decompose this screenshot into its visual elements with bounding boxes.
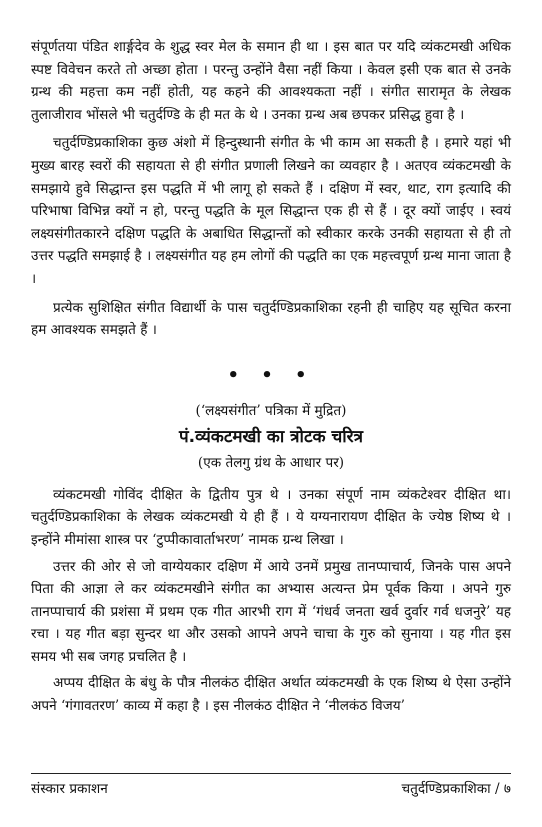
body-paragraph-1: संपूर्णतया पंडित शार्ङ्गदेव के शुद्ध स्वर मेल के समान ही था । इस बात पर यदि व्यंकटमखी अधिक स्पष्ट विवेचन करते तो अच्छा होता । परन्तु उन्होंने वैसा नहीं किया । केवल इसी एक बात से उनके ग्रन्थ की महत्ता कम नहीं होती, यह कहने की आवश्यकता नहीं । संगीत सारामृत के लेखक तुलाजीराव भोंसले भी चतुर्दण्डि के ही मत के थे । उनका ग्रन्थ अब छपकर प्रसिद्ध हुवा है । <box>31 39 511 123</box>
section-source-note: (‘लक्ष्यसंगीत’ पत्रिका में मुद्रित) <box>195 402 347 419</box>
body-paragraph-2: चतुर्दण्डिप्रकाशिका कुछ अंशो में हिन्दुस्थानी संगीत के भी काम आ सकती है । हमारे यहां भी मुख्य बारह स्वरों की सहायता से ही संगीत प्रणाली लिखने का व्यवहार है । अतएव व्यंकटमखी के समझाये हुवे सिद्धान्त इस पद्धति में भी लागू हो सकते हैं । दक्षिण में स्वर, थाट, राग इत्यादि की परिभाषा विभिन्न क्यों न हो, परन्तु पद्धति के मूल सिद्धान्त एक ही से हैं । दूर क्यों जाईए । स्वयं लक्ष्यसंगीतकारने दक्षिण पद्धति के अबाधित सिद्धान्तों को स्वीकार करके उनकी सहायता से ही तो उत्तर पद्धति समझाई है । लक्ष्यसंगीत यह हम लोगों की पद्धति का एक महत्त्वपूर्ण ग्रन्थ माना जाता है । <box>31 135 511 287</box>
section-title: पं.व्यंकटमखी का त्रोटक चरित्र <box>178 426 364 447</box>
section-separator: • • • <box>227 364 315 386</box>
section-paragraph-3: अप्पय दीक्षित के बंधु के पौत्र नीलकंठ दीक्षित अर्थात व्यंकटमखी के एक शिष्य थे ऐसा उन्होंने अपने ‘गंगावतरण’ काव्य में कहा है । इस नीलकंठ दीक्षित ने ‘नीलकंठ विजय’ <box>31 675 511 715</box>
body-paragraph-3: प्रत्येक सुशिक्षित संगीत विद्यार्थी के पास चतुर्दण्डिप्रकाशिका रहनी ही चाहिए यह सूचित करना हम आवश्यक समझते हैं । <box>31 299 511 339</box>
section-subtitle: (एक तेलगु ग्रंथ के आधार पर) <box>197 454 345 471</box>
footer-publisher: संस्कार प्रकाशन <box>31 781 108 797</box>
section-paragraph-1: व्यंकटमखी गोविंद दीक्षित के द्वितीय पुत्र थे । उनका संपूर्ण नाम व्यंकटेश्वर दीक्षित था। चतुर्दण्डिप्रकाशिका के लेखक व्यंकटमखी ये ही हैं । ये यग्यनारायण दीक्षित के ज्येष्ठ शिष्य थे । इन्होंने मीमांसा शास्त्र पर ‘टुप्पीकावार्ताभरण’ नामक ग्रन्थ लिखा । <box>31 486 511 548</box>
page-content <box>31 36 511 722</box>
page-footer <box>31 778 511 800</box>
section-paragraph-2: उत्तर की ओर से जो वाग्येयकार दक्षिण में आये उनमें प्रमुख तानप्पाचार्य, जिनके पास अपने पिता की आज्ञा ले कर व्यंकटमखीने संगीत का अभ्यास अत्यन्त प्रेम पूर्वक किया । अपने गुरु तानप्पाचार्य की प्रशंसा में प्रथम एक गीत आरभी राग में ‘गंधर्व जनता खर्व दुर्वार गर्व धजनुरे’ यह रचा । यह गीत बड़ा सुन्दर था और उसको आपने अपने चाचा के गुरु को सुनाया । यह गीत इस समय भी सब जगह प्रचलित है । <box>31 558 511 665</box>
footer-page-label: चतुर्दण्डिप्रकाशिका / ७ <box>401 781 511 797</box>
footer-rule <box>31 773 511 774</box>
